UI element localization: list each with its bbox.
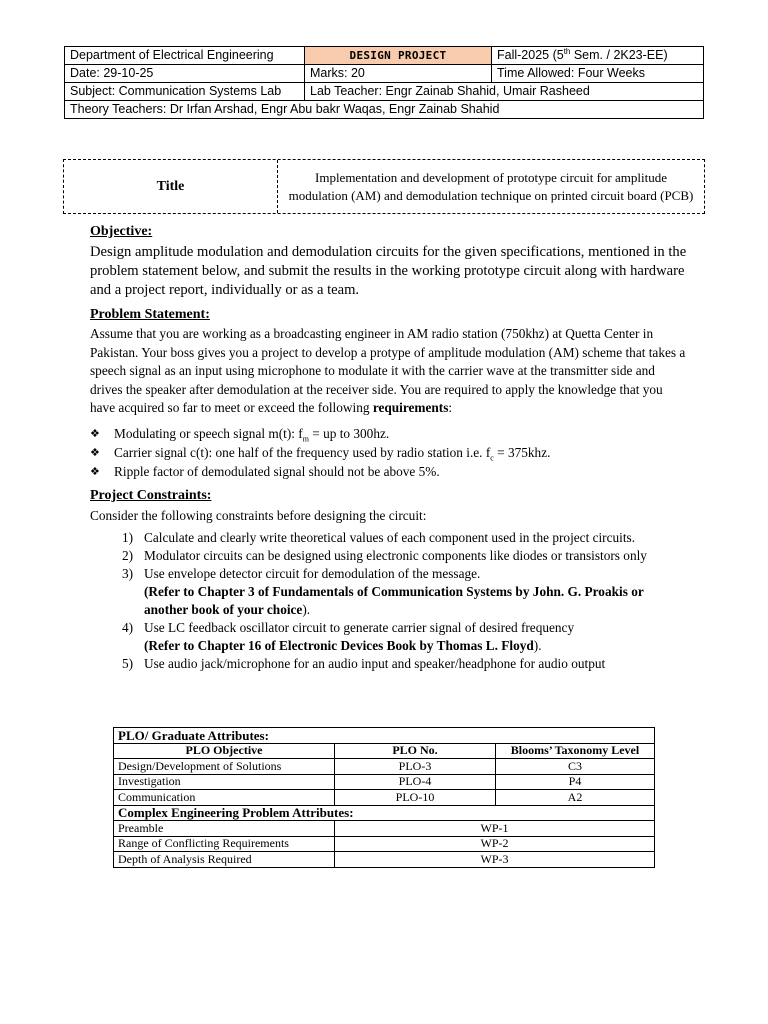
diamond-bullet-icon: ❖: [90, 464, 100, 478]
theory-teachers-cell: Theory Teachers: Dr Irfan Arshad, Engr Abu bakr Waqas, Engr Zainab Shahid: [65, 101, 704, 119]
list-item: ❖ Carrier signal c(t): one half of the frequency used by radio station i.e. $f_c = 375khz$.: [90, 444, 551, 463]
cep-table-title: Complex Engineering Problem Attributes:: [114, 805, 655, 821]
header-table: [64, 46, 704, 119]
plo-table: [113, 727, 655, 868]
blooms-level-header: Blooms’ Taxonomy Level: [496, 743, 655, 759]
table-row: Communication PLO-10 A2: [114, 790, 655, 806]
department-cell: Department of Electrical Engineering: [65, 47, 305, 65]
table-row: Design/Development of Solutions PLO-3 C3: [114, 759, 655, 775]
problem-heading: Problem Statement:: [90, 307, 210, 322]
constraints-heading: Project Constraints:: [90, 487, 212, 503]
diamond-bullet-icon: ❖: [90, 426, 100, 440]
constraints-intro: Consider the following constraints before designing the circuit:: [90, 507, 427, 523]
objective-text: Design amplitude modulation and demodulation circuits for the given specifications, mentioned in the problem statement below, and submit the results in the working prototype circuit along with hardware and a project report, individually or as a team.: [90, 244, 687, 298]
list-item: ❖ Modulating or speech signal m(t): $f_m$ = up to 300hz.: [90, 425, 390, 444]
table-row: Preamble WP-1: [114, 821, 655, 837]
title-label: Title: [64, 160, 278, 213]
plo-objective-header: PLO Objective: [114, 743, 335, 759]
constraints-list: [122, 529, 690, 673]
semester-cell: Fall-2025 (5th Sem. / 2K23-EE): [492, 47, 704, 65]
problem-text: Assume that you are working as a broadcasting engineer in AM radio station (750khz) at Quetta Center in Pakistan. Your boss gives you a project to develop a protype of amplitude modulation (AM) scheme that takes a speech signal as an input using microphone to modulate it with the carrier wave at the transmitter side and drives the speaker after demodulation at the receiver side. You are required to apply the knowledge that you have acquired so far to meet or exceed the following requirements:: [90, 326, 686, 415]
project-type-cell: DESIGN PROJECT: [305, 47, 492, 65]
list-item: 2) Modulator circuits can be designed using electronic components like diodes or transistors only: [122, 548, 647, 563]
table-row: Range of Conflicting Requirements WP-2: [114, 836, 655, 852]
plo-no-header: PLO No.: [335, 743, 496, 759]
document-body: [90, 224, 690, 673]
lab-teacher-cell: Lab Teacher: Engr Zainab Shahid, Umair Rasheed: [305, 83, 704, 101]
table-row: Investigation PLO-4 P4: [114, 774, 655, 790]
title-text: Implementation and development of prototype circuit for amplitude modulation (AM) and demodulation technique on printed circuit board (PCB): [288, 170, 694, 203]
list-item: 5) Use audio jack/microphone for an audio input and speaker/headphone for audio output: [122, 656, 606, 671]
table-row: Depth of Analysis Required WP-3: [114, 852, 655, 868]
marks-cell: Marks: 20: [305, 65, 492, 83]
title-box: [63, 159, 705, 214]
list-item: 1) Calculate and clearly write theoretical values of each component used in the project circuits.: [122, 530, 636, 545]
objective-heading: Objective:: [90, 224, 153, 239]
plo-table-title: PLO/ Graduate Attributes:: [114, 728, 655, 744]
subject-cell: Subject: Communication Systems Lab: [65, 83, 305, 101]
date-cell: Date: 29-10-25: [65, 65, 305, 83]
list-item: 3) Use envelope detector circuit for demodulation of the message. (Refer to Chapter 3 of Fundamentals of Communication Systems by John. G. Proakis or another book of your choice).: [122, 566, 644, 617]
time-allowed-cell: Time Allowed: Four Weeks: [492, 65, 704, 83]
requirements-list: [90, 424, 690, 481]
diamond-bullet-icon: ❖: [90, 445, 100, 459]
list-item: ❖ Ripple factor of demodulated signal should not be above 5%.: [90, 463, 440, 479]
list-item: 4) Use LC feedback oscillator circuit to generate carrier signal of desired frequency (Refer to Chapter 16 of Electronic Devices Book by Thomas L. Floyd).: [122, 620, 575, 653]
